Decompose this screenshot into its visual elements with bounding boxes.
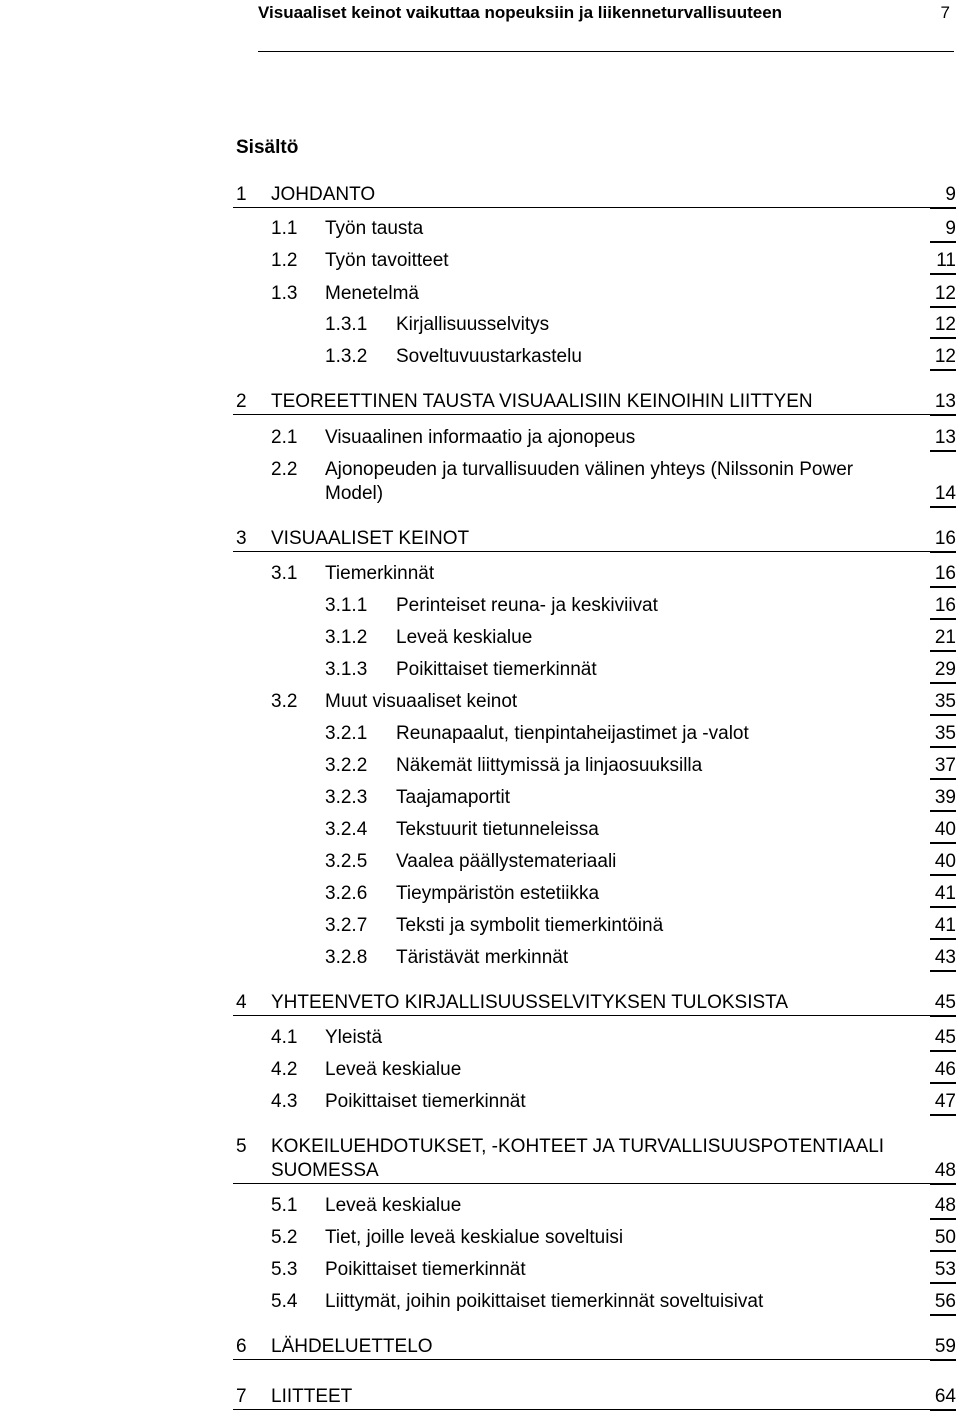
toc-entry[interactable] xyxy=(0,1226,960,1250)
toc-entry-number: 3.2.5 xyxy=(325,851,368,872)
toc-entry-title: Poikittaiset tiemerkinnät xyxy=(396,659,597,680)
toc-entry-title: Leveä keskialue xyxy=(325,1195,462,1216)
toc-entry-number: 3.2 xyxy=(271,691,298,712)
toc-entry-page: 35 xyxy=(930,722,956,748)
toc-entry-page: 13 xyxy=(930,390,956,416)
toc-entry-number: 3.2.2 xyxy=(325,755,368,776)
toc-entry[interactable] xyxy=(0,282,960,306)
toc-entry-page: 45 xyxy=(930,991,956,1017)
toc-entry-page: 16 xyxy=(930,527,956,553)
toc-entry[interactable] xyxy=(233,390,956,415)
toc-entry-page: 64 xyxy=(930,1385,956,1411)
toc-entry-title: LÄHDELUETTELO xyxy=(271,1336,433,1357)
toc-entry-page: 35 xyxy=(930,690,956,716)
toc-entry-page: 14 xyxy=(930,482,956,508)
toc-entry-number: 5 xyxy=(236,1136,247,1157)
toc-entry-title: Yleistä xyxy=(325,1027,383,1048)
toc-entry-number: 7 xyxy=(236,1386,247,1407)
toc-entry[interactable] xyxy=(0,1058,960,1082)
toc-entry-title: Tekstuurit tietunneleissa xyxy=(396,819,599,840)
toc-entry-number: 5.1 xyxy=(271,1195,298,1216)
toc-entry-page: 9 xyxy=(930,217,956,243)
toc-entry-title: LIITTEET xyxy=(271,1386,353,1407)
toc-entry[interactable] xyxy=(0,818,960,842)
running-header-page-number: 7 xyxy=(940,3,950,22)
toc-entry-title: Ajonopeuden ja turvallisuuden välinen yhteys (Nilssonin Power Model) xyxy=(325,459,854,504)
toc-entry[interactable] xyxy=(0,313,960,337)
toc-entry-page: 29 xyxy=(930,658,956,684)
toc-entry-number: 3.1 xyxy=(271,563,298,584)
toc-entry-number: 2.1 xyxy=(271,427,298,448)
toc-entry-page: 11 xyxy=(930,249,956,275)
toc-entry[interactable] xyxy=(0,594,960,618)
toc-entry[interactable] xyxy=(0,1194,960,1218)
toc-entry-page: 46 xyxy=(930,1058,956,1084)
toc-entry-number: 3.2.3 xyxy=(325,787,368,808)
toc-entry[interactable] xyxy=(233,991,956,1016)
toc-entry-page: 16 xyxy=(930,562,956,588)
toc-entry-number: 4.3 xyxy=(271,1091,298,1112)
toc-entry[interactable] xyxy=(0,562,960,586)
toc-entry-title: TEOREETTINEN TAUSTA VISUAALISIIN KEINOIHIN LIITTYEN xyxy=(271,391,813,412)
toc-entry-page: 13 xyxy=(930,426,956,452)
toc-entry[interactable] xyxy=(233,1335,956,1360)
toc-entry-number: 5.4 xyxy=(271,1291,298,1312)
toc-entry-title: YHTEENVETO KIRJALLISUUSSELVITYKSEN TULOKSISTA xyxy=(271,992,789,1013)
toc-entry-number: 3.2.7 xyxy=(325,915,368,936)
toc-entry-page: 48 xyxy=(930,1194,956,1220)
toc-entry-title: Näkemät liittymissä ja linjaosuuksilla xyxy=(396,755,703,776)
toc-entry-number: 1.3.1 xyxy=(325,314,368,335)
toc-entry[interactable] xyxy=(0,786,960,810)
toc-entry-title: Leveä keskialue xyxy=(396,627,533,648)
toc-entry[interactable] xyxy=(233,1385,956,1410)
toc-entry-title: Teksti ja symbolit tiemerkintöinä xyxy=(396,915,664,936)
toc-entry[interactable] xyxy=(233,1135,956,1184)
toc-entry-number: 1 xyxy=(236,184,247,205)
toc-entry-page: 47 xyxy=(930,1090,956,1116)
toc-entry-title: Menetelmä xyxy=(325,283,419,304)
toc-entry[interactable] xyxy=(0,249,960,273)
toc-entry-page: 45 xyxy=(930,1026,956,1052)
toc-entry-title: Tieympäristön estetiikka xyxy=(396,883,600,904)
toc-entry-title: Kirjallisuusselvitys xyxy=(396,314,550,335)
toc-entry-page: 40 xyxy=(930,818,956,844)
toc-entry-number: 3.2.1 xyxy=(325,723,368,744)
toc-entry[interactable] xyxy=(0,850,960,874)
toc-entry-page: 53 xyxy=(930,1258,956,1284)
toc-entry-page: 50 xyxy=(930,1226,956,1252)
toc-entry-page: 21 xyxy=(930,626,956,652)
toc-entry[interactable] xyxy=(0,914,960,938)
toc-entry-page: 41 xyxy=(930,882,956,908)
toc-entry[interactable] xyxy=(0,690,960,714)
toc-entry-title: Tiet, joille leveä keskialue soveltuisi xyxy=(325,1227,624,1248)
toc-entry-number: 4.1 xyxy=(271,1027,298,1048)
toc-entry[interactable] xyxy=(0,426,960,450)
toc-entry-page: 59 xyxy=(930,1335,956,1361)
toc-entry[interactable] xyxy=(0,1026,960,1050)
toc-entry[interactable] xyxy=(233,527,956,552)
toc-entry[interactable] xyxy=(0,626,960,650)
toc-entry-number: 2 xyxy=(236,391,247,412)
running-header-title: Visuaaliset keinot vaikuttaa nopeuksiin ja liikenneturvallisuuteen xyxy=(258,3,783,22)
toc-entry-title: Reunapaalut, tienpintaheijastimet ja -valot xyxy=(396,723,749,744)
toc-entry-title: Tiemerkinnät xyxy=(325,563,435,584)
toc-entry-number: 3.1.3 xyxy=(325,659,368,680)
toc-entry[interactable] xyxy=(0,722,960,746)
toc-entry-page: 56 xyxy=(930,1290,956,1316)
toc-entry[interactable] xyxy=(0,345,960,369)
toc-entry-number: 3.2.6 xyxy=(325,883,368,904)
toc-entry-page: 48 xyxy=(930,1159,956,1185)
toc-entry-number: 1.2 xyxy=(271,250,298,271)
toc-entry-title: Liittymät, joihin poikittaiset tiemerkinnät soveltuisivat xyxy=(325,1291,764,1312)
toc-entry-title: Vaalea päällystemateriaali xyxy=(396,851,617,872)
toc-entry-title: KOKEILUEHDOTUKSET, -KOHTEET JA TURVALLISUUSPOTENTIAALI SUOMESSA xyxy=(271,1136,885,1181)
toc-title: Sisältö xyxy=(236,137,299,158)
toc-entry-title: JOHDANTO xyxy=(271,184,376,205)
toc-entry-number: 3.1.2 xyxy=(325,627,368,648)
toc-entry-number: 3 xyxy=(236,528,247,549)
toc-entry[interactable] xyxy=(0,1258,960,1282)
toc-entry-number: 2.2 xyxy=(271,459,298,480)
toc-entry-page: 12 xyxy=(930,282,956,308)
toc-entry-number: 6 xyxy=(236,1336,247,1357)
toc-entry-number: 1.3.2 xyxy=(325,346,368,367)
toc-entry-title: Täristävät merkinnät xyxy=(396,947,569,968)
toc-entry-page: 40 xyxy=(930,850,956,876)
toc-entry-title: Työn tausta xyxy=(325,218,424,239)
toc-entry-title: Muut visuaaliset keinot xyxy=(325,691,518,712)
toc-entry-number: 3.2.8 xyxy=(325,947,368,968)
toc-entry-number: 3.2.4 xyxy=(325,819,368,840)
toc-entry-title: Taajamaportit xyxy=(396,787,511,808)
toc-entry[interactable] xyxy=(0,458,960,506)
toc-entry-title: Poikittaiset tiemerkinnät xyxy=(325,1259,526,1280)
toc-entry[interactable] xyxy=(0,1090,960,1114)
toc-entry-number: 1.3 xyxy=(271,283,298,304)
toc-entry[interactable] xyxy=(0,754,960,778)
toc-entry-title: Visuaalinen informaatio ja ajonopeus xyxy=(325,427,636,448)
toc-entry-number: 5.2 xyxy=(271,1227,298,1248)
toc-entry-number: 1.1 xyxy=(271,218,298,239)
toc-entry[interactable] xyxy=(0,1290,960,1314)
toc-entry-page: 9 xyxy=(930,183,956,209)
toc-entry-page: 37 xyxy=(930,754,956,780)
toc-entry[interactable] xyxy=(0,946,960,970)
toc-entry[interactable] xyxy=(233,183,956,208)
toc-entry[interactable] xyxy=(0,217,960,241)
toc-entry[interactable] xyxy=(0,882,960,906)
toc-entry-title: Leveä keskialue xyxy=(325,1059,462,1080)
toc-entry[interactable] xyxy=(0,658,960,682)
toc-entry-page: 12 xyxy=(930,345,956,371)
toc-entry-page: 39 xyxy=(930,786,956,812)
toc-entry-title: Poikittaiset tiemerkinnät xyxy=(325,1091,526,1112)
toc-entry-title: Soveltuvuustarkastelu xyxy=(396,346,582,367)
toc-entry-title: VISUAALISET KEINOT xyxy=(271,528,470,549)
toc-entry-page: 12 xyxy=(930,313,956,339)
toc-entry-title: Työn tavoitteet xyxy=(325,250,449,271)
toc-entry-page: 16 xyxy=(930,594,956,620)
toc-entry-number: 3.1.1 xyxy=(325,595,368,616)
toc-entry-number: 4.2 xyxy=(271,1059,298,1080)
toc-entry-page: 41 xyxy=(930,914,956,940)
toc-entry-title: Perinteiset reuna- ja keskiviivat xyxy=(396,595,658,616)
toc-entry-number: 5.3 xyxy=(271,1259,298,1280)
header-divider xyxy=(258,51,954,52)
toc-entry-page: 43 xyxy=(930,946,956,972)
toc-entry-number: 4 xyxy=(236,992,247,1013)
